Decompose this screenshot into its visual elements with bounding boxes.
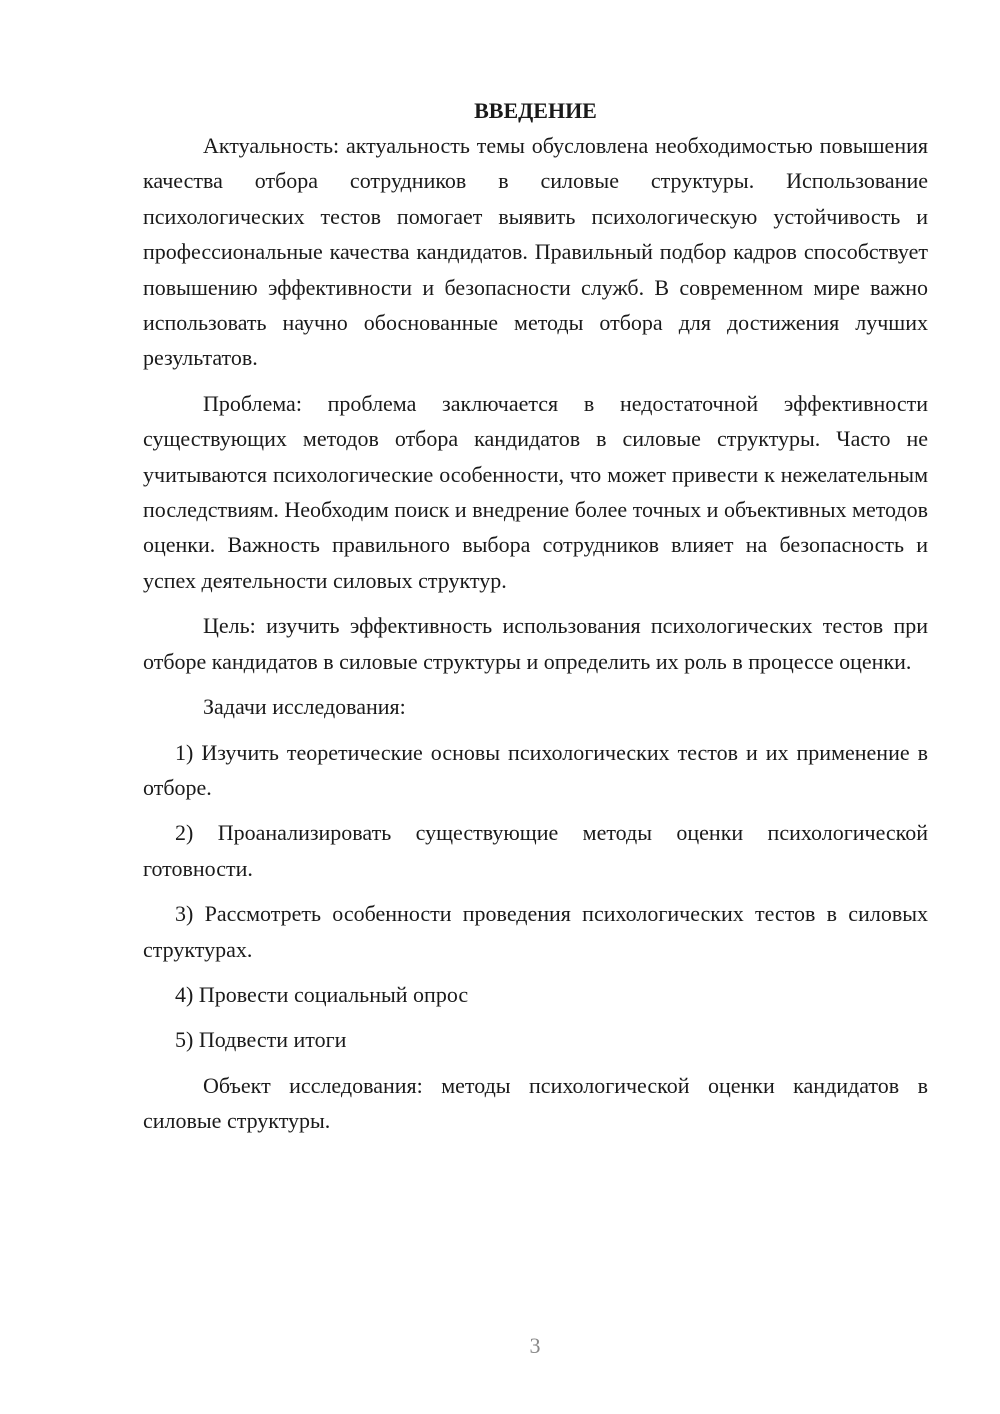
page-number: 3 <box>529 1333 541 1358</box>
task-item-5: 5) Подвести итоги <box>175 1027 347 1053</box>
section-title: ВВЕДЕНИЕ <box>474 98 597 123</box>
paragraph-goal: Цель: изучить эффективность использования психологических тестов при отборе кандидатов в силовые структуры и определить их роль в процессе оценки. <box>143 613 928 674</box>
page-content <box>143 93 928 1139</box>
paragraph-object: Объект исследования: методы психологической оценки кандидатов в силовые структуры. <box>143 1072 928 1134</box>
paragraph-relevance: Актуальность: актуальность темы обусловлена необходимостью повышения качества отбора сотрудников в силовые структуры. Использование психологических тестов помогает выявить психологическую устойчивость и профессиональные качества кандидатов. Правильный подбор кадров способствует повышению эффективности и безопасности служб. В современном мире важно использовать научно обоснованные методы отбора для достижения лучших результатов. <box>143 133 928 371</box>
task-item-2: 2) Проанализировать существующие методы оценки психологической готовности. <box>143 820 928 881</box>
task-item-4: 4) Провести социальный опрос <box>175 981 469 1007</box>
task-item-1: 1) Изучить теоретические основы психологических тестов и их применение в отборе. <box>143 739 928 800</box>
task-item-3: 3) Рассмотреть особенности проведения психологических тестов в силовых структурах. <box>143 901 928 962</box>
paragraph-problem: Проблема: проблема заключается в недостаточной эффективности существующих методов отбора кандидатов в силовые структуры. Часто не учитываются психологические особенности, что может привести к нежелательным последствиям. Необходим поиск и внедрение более точных и объективных методов оценки. Важность правильного выбора сотрудников влияет на безопасность и успех деятельности силовых структур. <box>143 390 928 593</box>
tasks-heading: Задачи исследования: <box>203 694 406 720</box>
